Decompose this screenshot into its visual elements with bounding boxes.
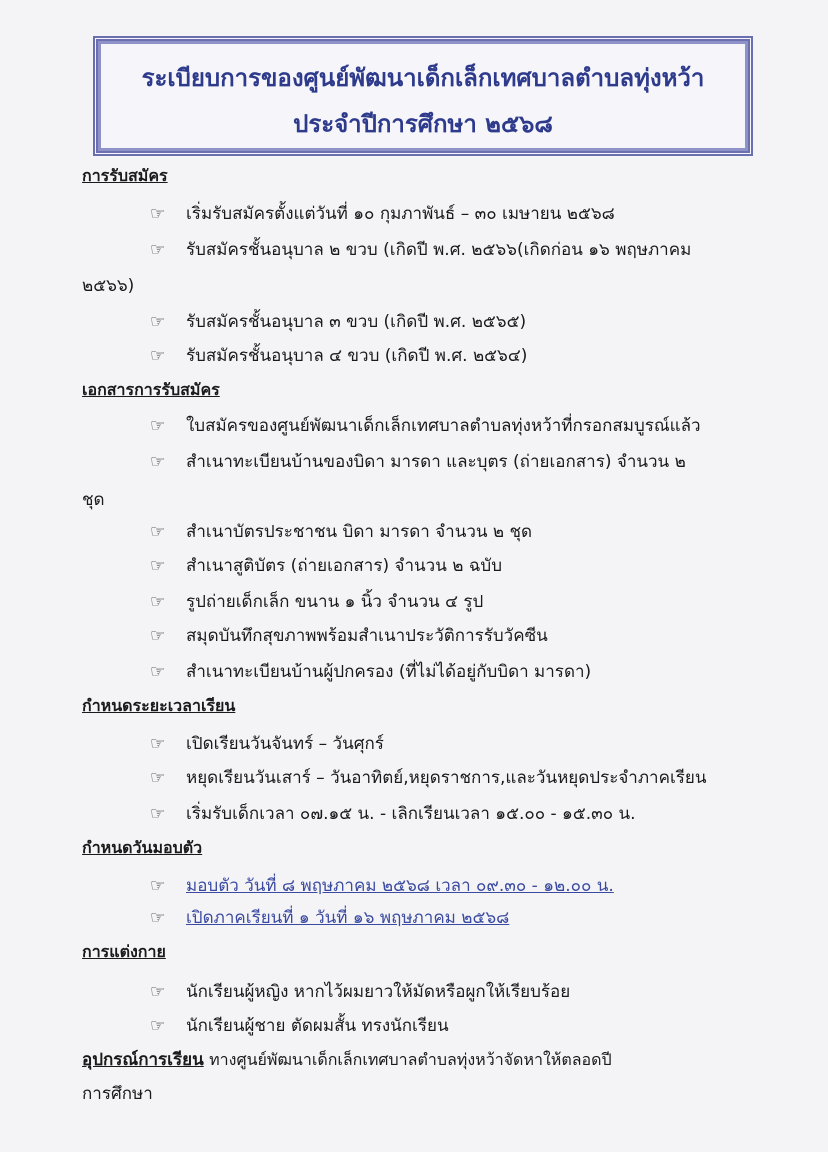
pointing-hand-icon: ☞ [150,415,166,436]
list-item: ☞ สมุดบันทึกสุขภาพพร้อมสำเนาประวัติการรับวัคซีน [150,625,548,646]
list-item: ☞ สำเนาสูติบัตร (ถ่ายเอกสาร) จำนวน ๒ ฉบับ [150,555,502,576]
list-item: ☞ เริ่มรับเด็กเวลา ๐๗.๑๕ น. - เลิกเรียนเวลา ๑๕.๐๐ - ๑๕.๓๐ น. [150,803,636,824]
pointing-hand-icon: ☞ [150,203,166,224]
pointing-hand-icon: ☞ [150,875,166,896]
list-item: ☞ รับสมัครชั้นอนุบาล ๓ ขวบ (เกิดปี พ.ศ. ๒๕๖๕) [150,311,527,332]
pointing-hand-icon: ☞ [150,625,166,646]
list-item: ☞ รูปถ่ายเด็กเล็ก ขนาน ๑ นิ้ว จำนวน ๔ รูป [150,591,484,612]
list-item: ☞ ใบสมัครของศูนย์พัฒนาเด็กเล็กเทศบาลตำบลทุ่งหว้าที่กรอกสมบูรณ์แล้ว [150,415,701,436]
equipment-line [82,1046,612,1073]
pointing-hand-icon: ☞ [150,803,166,824]
pointing-hand-icon: ☞ [150,907,166,928]
list-item: ☞ นักเรียนผู้หญิง หากไว้ผมยาวให้มัดหรือผูกให้เรียบร้อย [150,981,571,1002]
pointing-hand-icon: ☞ [150,591,166,612]
equipment-text-continued: การศึกษา [82,1084,153,1104]
equipment-text: ทางศูนย์พัฒนาเด็กเล็กเทศบาลตำบลทุ่งหว้าจัดหาให้ตลอดปี [209,1050,612,1069]
list-item: ☞ หยุดเรียนวันเสาร์ – วันอาทิตย์,หยุดราชการ,และวันหยุดประจำภาคเรียน [150,767,707,788]
pointing-hand-icon: ☞ [150,451,166,472]
pointing-hand-icon: ☞ [150,981,166,1002]
pointing-hand-icon: ☞ [150,521,166,542]
pointing-hand-icon: ☞ [150,239,166,260]
pointing-hand-icon: ☞ [150,767,166,788]
pointing-hand-icon: ☞ [150,555,166,576]
list-item: ☞ นักเรียนผู้ชาย ตัดผมสั้น ทรงนักเรียน [150,1015,449,1036]
pointing-hand-icon: ☞ [150,733,166,754]
pointing-hand-icon: ☞ [150,661,166,682]
heading-register: การรับสมัคร [82,166,168,185]
list-item: ☞ รับสมัครชั้นอนุบาล ๒ ขวบ (เกิดปี พ.ศ. ๒๕๖๖(เกิดก่อน ๑๖ พฤษภาคม [150,239,692,260]
list-item: ☞ สำเนาทะเบียนบ้านของบิดา มารดา และบุตร (ถ่ายเอกสาร) จำนวน ๒ [150,451,686,472]
title-line-1: ระเบียบการของศูนย์พัฒนาเด็กเล็กเทศบาลตำบลทุ่งหว้า [141,64,705,92]
heading-schedule: กำหนดระยะเวลาเรียน [82,696,236,715]
heading-reporting: กำหนดวันมอบตัว [82,838,203,857]
title-box [93,36,753,156]
heading-documents: เอกสารการรับสมัคร [82,380,220,399]
pointing-hand-icon: ☞ [150,345,166,366]
pointing-hand-icon: ☞ [150,311,166,332]
heading-dress: การแต่งกาย [82,942,166,961]
list-item-continued: ๒๕๖๖) [82,276,135,296]
list-item: ☞ เปิดภาคเรียนที่ ๑ วันที่ ๑๖ พฤษภาคม ๒๕๖๘ [150,907,510,928]
list-item: ☞ เปิดเรียนวันจันทร์ – วันศุกร์ [150,733,384,754]
title-line-2: ประจำปีการศึกษา ๒๕๖๘ [293,110,553,138]
list-item: ☞ มอบตัว วันที่ ๘ พฤษภาคม ๒๕๖๘ เวลา ๐๙.๓๐ - ๑๒.๐๐ น. [150,875,614,896]
pointing-hand-icon: ☞ [150,1015,166,1036]
list-item: ☞ รับสมัครชั้นอนุบาล ๔ ขวบ (เกิดปี พ.ศ. ๒๕๖๔) [150,345,528,366]
list-item: ☞ เริ่มรับสมัครตั้งแต่วันที่ ๑๐ กุมภาพันธ์ – ๓๐ เมษายน ๒๕๖๘ [150,203,615,224]
list-item: ☞ สำเนาบัตรประชาชน บิดา มารดา จำนวน ๒ ชุด [150,521,533,542]
heading-equipment: อุปกรณ์การเรียน [82,1050,204,1070]
list-item-continued: ชุด [82,490,105,510]
list-item: ☞ สำเนาทะเบียนบ้านผู้ปกครอง (ที่ไม่ได้อยู่กับบิดา มารดา) [150,661,592,682]
